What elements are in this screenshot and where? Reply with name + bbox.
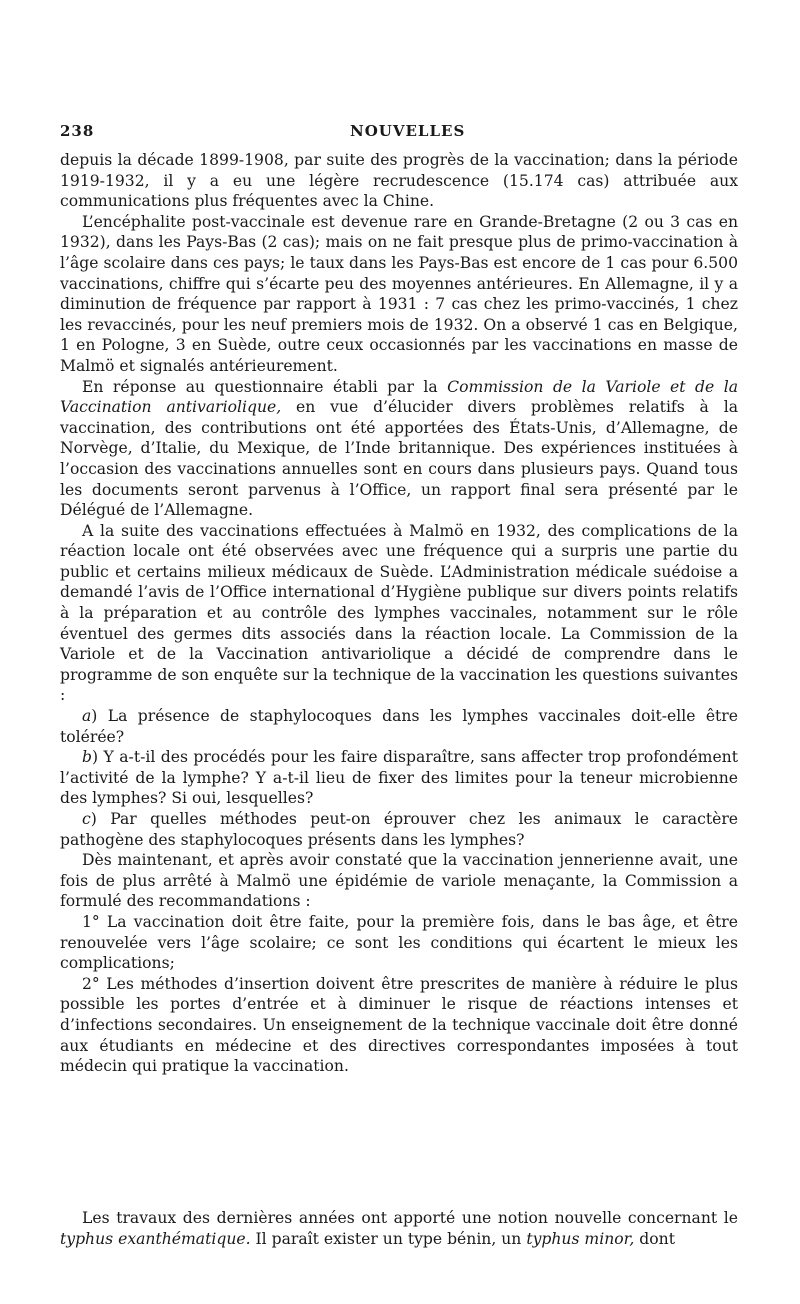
text-run: ) Par quelles méthodes peut-on éprouver chez les animaux le caractère pathogène des staphylocoques présents dans les lymphes? — [60, 810, 738, 849]
italic-text: typhus minor, — [526, 1229, 635, 1248]
text-run: A la suite des vaccinations effectuées à Malmö en 1932, des complications de la réaction locale ont été observées avec une fréquence qui a surpris une partie du public et certains milieux médicaux de Suède. L’Administration médicale suédoise a demandé l’avis de l’Office international d’Hygiène publique sur divers points relatifs à la préparation et au contrôle des lymphes vaccinales, notamment sur le rôle éventuel des germes dits associés dans la réaction locale. La Commission de la Variole et de la Vaccination antivariolique a décidé de comprendre dans le programme de son enquête sur la technique de la vaccination les questions suivantes : — [60, 521, 738, 705]
paragraph-p2 — [60, 212, 738, 377]
text-run: dont — [634, 1229, 675, 1248]
paragraph-r2 — [60, 974, 738, 1077]
page-header — [60, 122, 740, 146]
text-run: Les travaux des dernières années ont apporté une notion nouvelle concernant le — [82, 1209, 738, 1227]
italic-text: a — [82, 707, 92, 726]
body-text — [60, 150, 738, 1077]
paragraph-p3 — [60, 377, 738, 521]
running-title: NOUVELLES — [350, 122, 466, 140]
italic-text: Commission de la Variole et de la Vaccination antivariolique, — [60, 377, 739, 417]
text-run: Dès maintenant, et après avoir constaté que la vaccination jennerienne avait, une fois de plus arrêté à Malmö une épidémie de variole menaçante, la Commission a formulé des recommandations : — [60, 851, 738, 911]
text-run: Il paraît exister un type bénin, un — [250, 1229, 527, 1248]
paragraph-p5 — [60, 850, 738, 912]
paragraph-r1 — [60, 912, 738, 974]
paragraph-qc — [60, 809, 738, 850]
paragraph-typhus — [60, 1208, 738, 1249]
page-number: 238 — [60, 122, 95, 140]
italic-text: b — [82, 748, 92, 767]
paragraph-p1 — [60, 150, 738, 212]
text-run: ) La présence de staphylocoques dans les lymphes vaccinales doit-elle être tolérée? — [60, 707, 738, 746]
italic-text: c — [82, 810, 91, 828]
text-run: 1° La vaccination doit être faite, pour la première fois, dans le bas âge, et être renouvelée vers l’âge scolaire; ce sont les conditions qui écartent le mieux les complications; — [60, 912, 738, 973]
paragraph-qa — [60, 706, 738, 747]
text-run: ) Y a-t-il des procédés pour les faire disparaître, sans affecter trop profondément l’activité de la lymphe? Y a-t-il lieu de fixer des limites pour la teneur microbienne des lymphes? Si oui, lesquelles? — [60, 748, 738, 808]
text-run: en vue d’élucider divers problèmes relatifs à la vaccination, des contributions ont été apportées des États-Unis, d’Allemagne, de Norvège, d’Italie, du Mexique, de l’Inde britannique. Des expériences instituées à l’occasion des vaccinations annuelles sont en cours dans plusieurs pays. Quand tous les documents seront parvenus à l’Office, un rapport final sera présenté par le Délégué de l’Allemagne. — [60, 398, 738, 520]
paragraph-p4 — [60, 521, 738, 706]
paragraph-qb — [60, 747, 738, 809]
text-run: L’encéphalite post-vaccinale est devenue rare en Grande-Bretagne (2 ou 3 cas en 1932), dans les Pays-Bas (2 cas); mais on ne fait presque plus de primo-vaccination à l’âge scolaire dans ces pays; le taux dans les Pays-Bas est encore de 1 cas pour 6.500 vaccinations, chiffre qui s’écarte peu des moyennes antérieures. En Allemagne, il y a diminution de fréquence par rapport à 1931 : 7 cas chez les primo-vaccinés, 1 chez les revaccinés, pour les neuf premiers mois de 1932. On a observé 1 cas en Belgique, 1 en Pologne, 3 en Suède, outre ceux occasionnés par les vaccinations en masse de Malmö et signalés antérieurement. — [60, 212, 738, 375]
text-run: depuis la décade 1899-1908, par suite des progrès de la vaccination; dans la période 1919-1932, il y a eu une légère recrudescence (15.174 cas) attribuée aux communications plus fréquentes avec la Chine. — [60, 151, 738, 211]
text-run: 2° Les méthodes d’insertion doivent être prescrites de manière à réduire le plus possible les portes d’entrée et à diminuer le risque de réactions intenses et d’infections secondaires. Un enseignement de la technique vaccinale doit être donné aux étudiants en médecine et des directives correspondantes imposées à tout médecin qui pratique la vaccination. — [60, 974, 738, 1076]
italic-text: typhus exanthématique. — [60, 1229, 251, 1248]
text-run: En réponse au questionnaire établi par la — [82, 377, 448, 396]
final-paragraph-block — [60, 1208, 738, 1249]
